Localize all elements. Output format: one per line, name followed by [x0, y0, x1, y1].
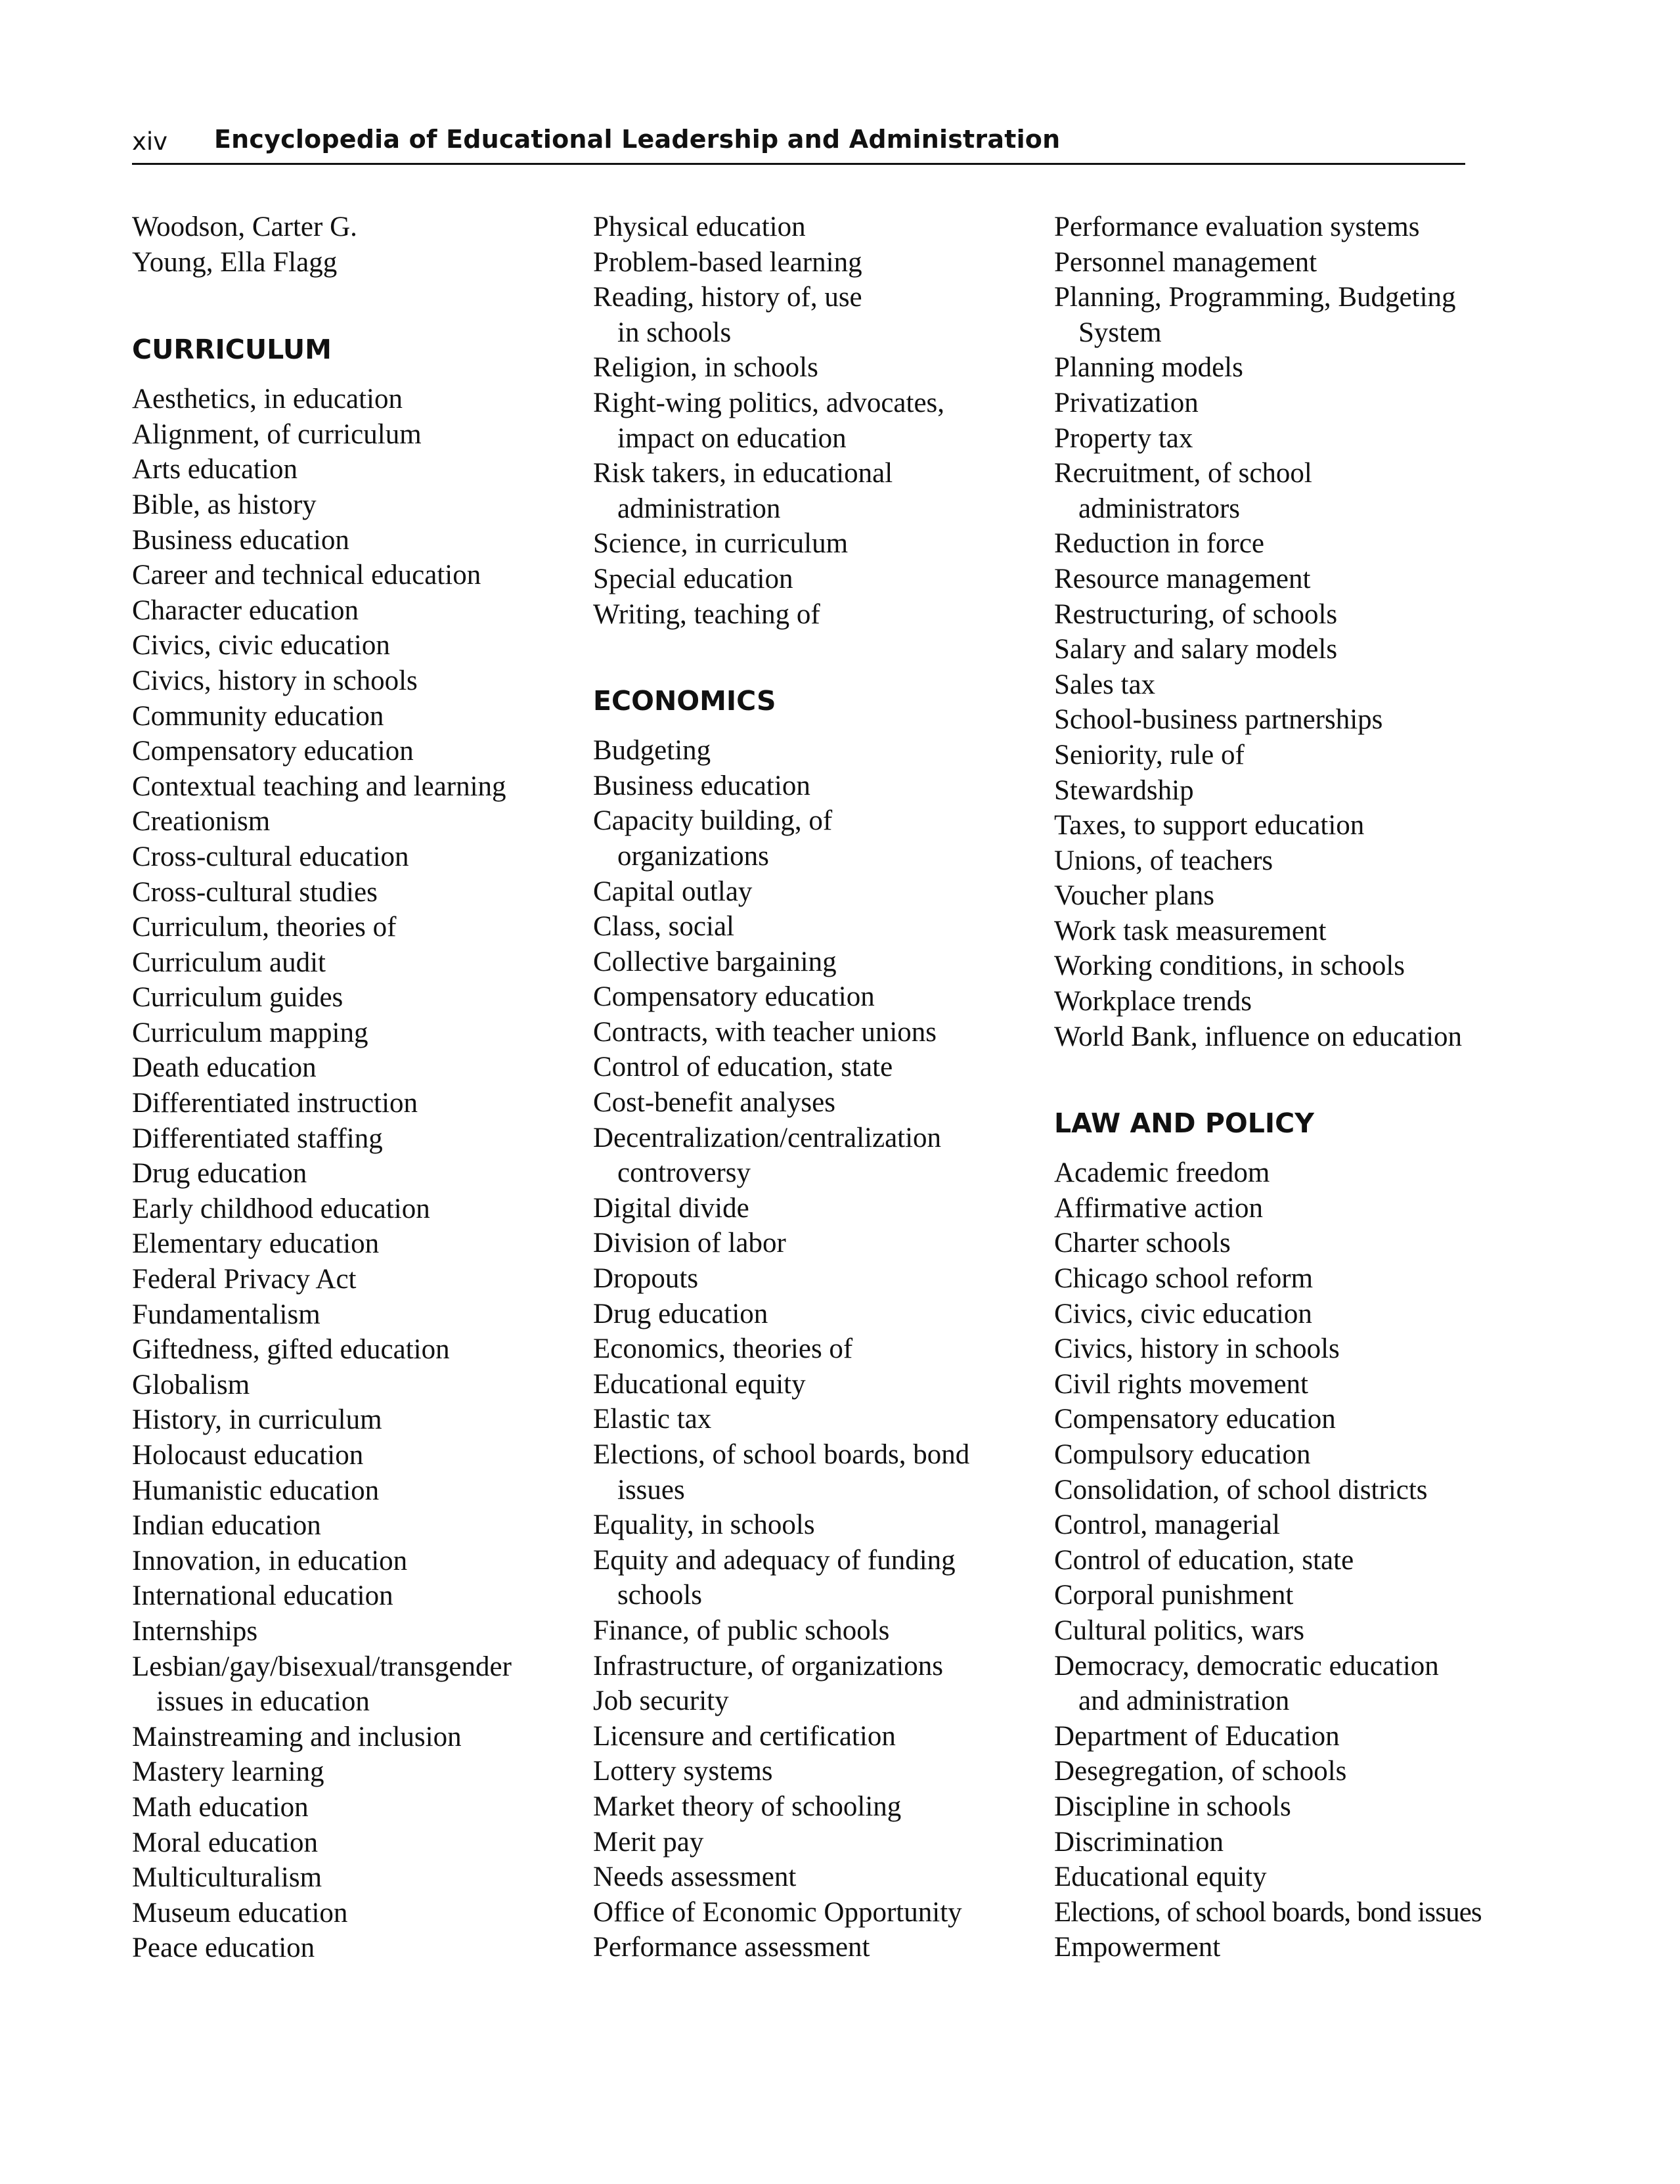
index-entry-continuation: organizations	[617, 840, 769, 872]
index-entry-line: Decentralization/centralization	[593, 1122, 942, 1153]
index-entry	[593, 1543, 1027, 1613]
index-entry: Science, in curriculum	[593, 528, 849, 560]
index-entry: Elastic tax	[593, 1404, 712, 1435]
index-entry: Resource management	[1054, 563, 1311, 594]
index-entry-line: Equity and adequacy of funding	[593, 1544, 956, 1576]
index-entry-line: Lesbian/gay/bisexual/transgender	[132, 1651, 512, 1682]
index-entry	[132, 1649, 565, 1720]
index-entry: History, in curriculum	[132, 1404, 382, 1436]
index-entry: Control of education, state	[593, 1052, 893, 1083]
book-title: Encyclopedia of Educational Leadership and Administration	[214, 125, 1061, 154]
index-entry: Civics, civic education	[132, 630, 390, 661]
index-entry: Market theory of schooling	[593, 1791, 902, 1822]
index-entry: Licensure and certification	[593, 1720, 896, 1752]
index-entry: Sales tax	[1054, 669, 1156, 700]
index-entry: Class, social	[593, 911, 734, 943]
page-number: xiv	[132, 127, 168, 156]
index-entry: Indian education	[132, 1510, 321, 1542]
column-1	[132, 210, 565, 1966]
index-entry: Civics, civic education	[1054, 1298, 1312, 1329]
index-entry: Reduction in force	[1054, 528, 1265, 560]
index-entry: Innovation, in education	[132, 1545, 408, 1576]
index-entry: Control of education, state	[1054, 1544, 1354, 1576]
index-entry: Problem-based learning	[593, 246, 862, 278]
index-entry: Moral education	[132, 1827, 318, 1858]
index-entry: Bible, as history	[132, 489, 317, 520]
index-entry: Restructuring, of schools	[1054, 598, 1338, 630]
index-entry: Compensatory education	[1054, 1404, 1336, 1435]
index-entry: Equality, in schools	[593, 1509, 815, 1541]
index-entry	[593, 1121, 1027, 1191]
index-entry	[593, 386, 1027, 456]
index-entry: Compulsory education	[1054, 1439, 1311, 1470]
index-entry: International education	[132, 1580, 393, 1612]
index-entry: Woodson, Carter G.	[132, 212, 357, 242]
index-entry: Salary and salary models	[1054, 634, 1338, 665]
index-entry: Needs assessment	[593, 1861, 797, 1893]
index-entry-continuation: issues	[617, 1474, 685, 1505]
index-entry	[1054, 1649, 1488, 1719]
index-entry: Affirmative action	[1054, 1192, 1264, 1224]
index-entry: Business education	[593, 770, 810, 801]
index-entry: Cultural politics, wars	[1054, 1615, 1304, 1646]
index-entry: Curriculum mapping	[132, 1017, 368, 1048]
index-entry	[593, 803, 1027, 874]
index-entry: Humanistic education	[132, 1475, 380, 1506]
index-entry: Infrastructure, of organizations	[593, 1650, 943, 1682]
index-entry-line: Capacity building, of	[593, 805, 833, 837]
index-entry: Business education	[132, 524, 349, 556]
index-entry: Internships	[132, 1615, 258, 1647]
index-entry: Lottery systems	[593, 1756, 773, 1787]
index-entry: Civics, history in schools	[1054, 1333, 1340, 1365]
index-entry-line: Right-wing politics, advocates,	[593, 387, 945, 418]
entry-list	[593, 733, 1027, 1965]
index-entry-line: Elections, of school boards, bond	[593, 1439, 970, 1470]
index-entry: Arts education	[132, 454, 298, 485]
index-entry: Performance assessment	[593, 1932, 870, 1963]
index-entry: Young, Ella Flagg	[132, 246, 338, 278]
index-entry: Budgeting	[593, 735, 711, 767]
index-entry: Charter schools	[1054, 1228, 1231, 1259]
index-entry-line: Risk takers, in educational	[593, 458, 893, 489]
index-entry: Workplace trends	[1054, 986, 1252, 1017]
index-entry: Federal Privacy Act	[132, 1264, 357, 1295]
index-entry: Division of labor	[593, 1228, 786, 1259]
index-entry: Fundamentalism	[132, 1299, 321, 1330]
index-entry: Work task measurement	[1054, 915, 1327, 947]
index-entry: Religion, in schools	[593, 352, 818, 384]
index-entry: School-business partnerships	[1054, 704, 1383, 736]
index-entry: Peace education	[132, 1932, 315, 1964]
index-entry: Merit pay	[593, 1826, 704, 1858]
index-entry: Aesthetics, in education	[132, 384, 403, 415]
index-entry: Empowerment	[1054, 1932, 1221, 1963]
index-entry: Unions, of teachers	[1054, 845, 1273, 876]
index-entry: Death education	[132, 1052, 317, 1084]
index-entry: Compensatory education	[593, 981, 875, 1013]
entry-list	[593, 210, 1027, 632]
index-entry: Mainstreaming and inclusion	[132, 1721, 462, 1752]
index-entry-continuation: controversy	[617, 1157, 751, 1189]
index-entry-line: Reading, history of, use	[593, 282, 862, 313]
index-entry: Discrimination	[1054, 1826, 1224, 1858]
index-entry: Stewardship	[1054, 774, 1194, 806]
index-entry: Globalism	[132, 1369, 250, 1400]
index-entry: Economics, theories of	[593, 1333, 853, 1365]
entry-list	[1054, 1155, 1488, 1965]
index-entry: Seniority, rule of	[1054, 739, 1245, 770]
section-heading-law-and-policy: LAW AND POLICY	[1054, 1107, 1314, 1140]
index-entry: Drug education	[593, 1298, 768, 1329]
index-entry-continuation: administrators	[1078, 493, 1241, 524]
index-entry: Corporal punishment	[1054, 1580, 1294, 1611]
index-entry: Writing, teaching of	[593, 598, 820, 630]
index-entry: Dropouts	[593, 1263, 699, 1295]
index-entry: Desegregation, of schools	[1054, 1756, 1347, 1787]
index-entry: Taxes, to support education	[1054, 810, 1365, 841]
index-entry: Early childhood education	[132, 1193, 430, 1224]
index-entry: Capital outlay	[593, 876, 753, 907]
index-entry: Cross-cultural education	[132, 841, 409, 872]
section-heading-economics: ECONOMICS	[593, 685, 776, 717]
entry-list	[1054, 210, 1488, 1054]
index-entry: Civics, history in schools	[132, 665, 418, 696]
index-entry: Mastery learning	[132, 1756, 324, 1788]
index-entry: Contracts, with teacher unions	[593, 1016, 937, 1048]
index-entry-continuation: in schools	[617, 317, 732, 348]
entry-list	[132, 210, 565, 280]
index-entry: Giftedness, gifted education	[132, 1334, 450, 1366]
index-entry-continuation: administration	[617, 493, 781, 524]
index-entry: Privatization	[1054, 387, 1199, 418]
index-entry: Digital divide	[593, 1192, 749, 1224]
index-entry-line: Recruitment, of school	[1054, 458, 1312, 489]
index-entry: Differentiated instruction	[132, 1088, 418, 1119]
index-entry: Discipline in schools	[1054, 1791, 1291, 1822]
index-entry: Consolidation, of school districts	[1054, 1474, 1428, 1505]
index-entry: Civil rights movement	[1054, 1368, 1308, 1400]
index-entry: Cost-benefit analyses	[593, 1087, 835, 1119]
index-entry	[1054, 280, 1488, 350]
section-heading-curriculum: CURRICULUM	[132, 334, 332, 366]
index-entry	[1054, 456, 1488, 526]
index-entry-line: Planning, Programming, Budgeting	[1054, 282, 1456, 313]
index-entry: Working conditions, in schools	[1054, 950, 1405, 982]
index-entry	[593, 456, 1027, 526]
index-entry: Department of Education	[1054, 1720, 1340, 1752]
index-entry: Job security	[593, 1685, 729, 1717]
page-header	[132, 123, 1465, 165]
column-3	[1054, 210, 1488, 1965]
index-entry: Community education	[132, 700, 384, 732]
index-entry: Special education	[593, 563, 793, 594]
index-entry-continuation: issues in education	[156, 1686, 370, 1718]
index-entry: Performance evaluation systems	[1054, 212, 1420, 242]
index-entry: Curriculum, theories of	[132, 912, 397, 943]
index-entry	[593, 1437, 1027, 1507]
index-entry: Creationism	[132, 806, 271, 837]
index-entry: Property tax	[1054, 422, 1193, 454]
index-entry: Curriculum guides	[132, 982, 343, 1014]
index-entry-continuation: and administration	[1078, 1685, 1290, 1717]
column-2	[593, 210, 1027, 1965]
index-entry: Character education	[132, 594, 359, 626]
index-entry-line: Democracy, democratic education	[1054, 1650, 1439, 1682]
index-entry: Holocaust education	[132, 1440, 364, 1471]
index-entry: Multiculturalism	[132, 1862, 322, 1894]
index-entry: Career and technical education	[132, 560, 481, 591]
index-entry: Elementary education	[132, 1228, 380, 1260]
index-entry-continuation: impact on education	[617, 422, 847, 454]
index-entry: Differentiated staffing	[132, 1123, 383, 1154]
index-entry-continuation: System	[1078, 317, 1162, 348]
index-entry: Collective bargaining	[593, 946, 837, 977]
index-entry: Cross-cultural studies	[132, 876, 378, 908]
index-entry: Physical education	[593, 212, 806, 242]
index-entry-continuation: schools	[617, 1580, 702, 1611]
index-entry: Contextual teaching and learning	[132, 770, 506, 802]
index-entry	[593, 280, 1027, 350]
index-entry: Finance, of public schools	[593, 1615, 890, 1646]
index-entry: Planning models	[1054, 352, 1243, 384]
index-entry: Educational equity	[1054, 1861, 1267, 1893]
index-entry: Voucher plans	[1054, 880, 1215, 912]
index-entry: Chicago school reform	[1054, 1263, 1314, 1295]
index-entry: Control, managerial	[1054, 1509, 1280, 1541]
index-entry: World Bank, influence on education	[1054, 1021, 1463, 1052]
index-entry: Alignment, of curriculum	[132, 418, 422, 450]
index-entry: Math education	[132, 1791, 309, 1823]
index-entry: Office of Economic Opportunity	[593, 1896, 962, 1928]
entry-list	[132, 382, 565, 1966]
index-entry: Compensatory education	[132, 736, 414, 767]
index-entry: Personnel management	[1054, 246, 1317, 278]
index-entry: Museum education	[132, 1897, 348, 1928]
index-entry: Elections, of school boards, bond issues	[1054, 1896, 1482, 1928]
index-entry: Drug education	[132, 1158, 307, 1190]
index-entry: Academic freedom	[1054, 1157, 1270, 1189]
index-entry: Educational equity	[593, 1368, 806, 1400]
index-entry: Curriculum audit	[132, 947, 326, 978]
